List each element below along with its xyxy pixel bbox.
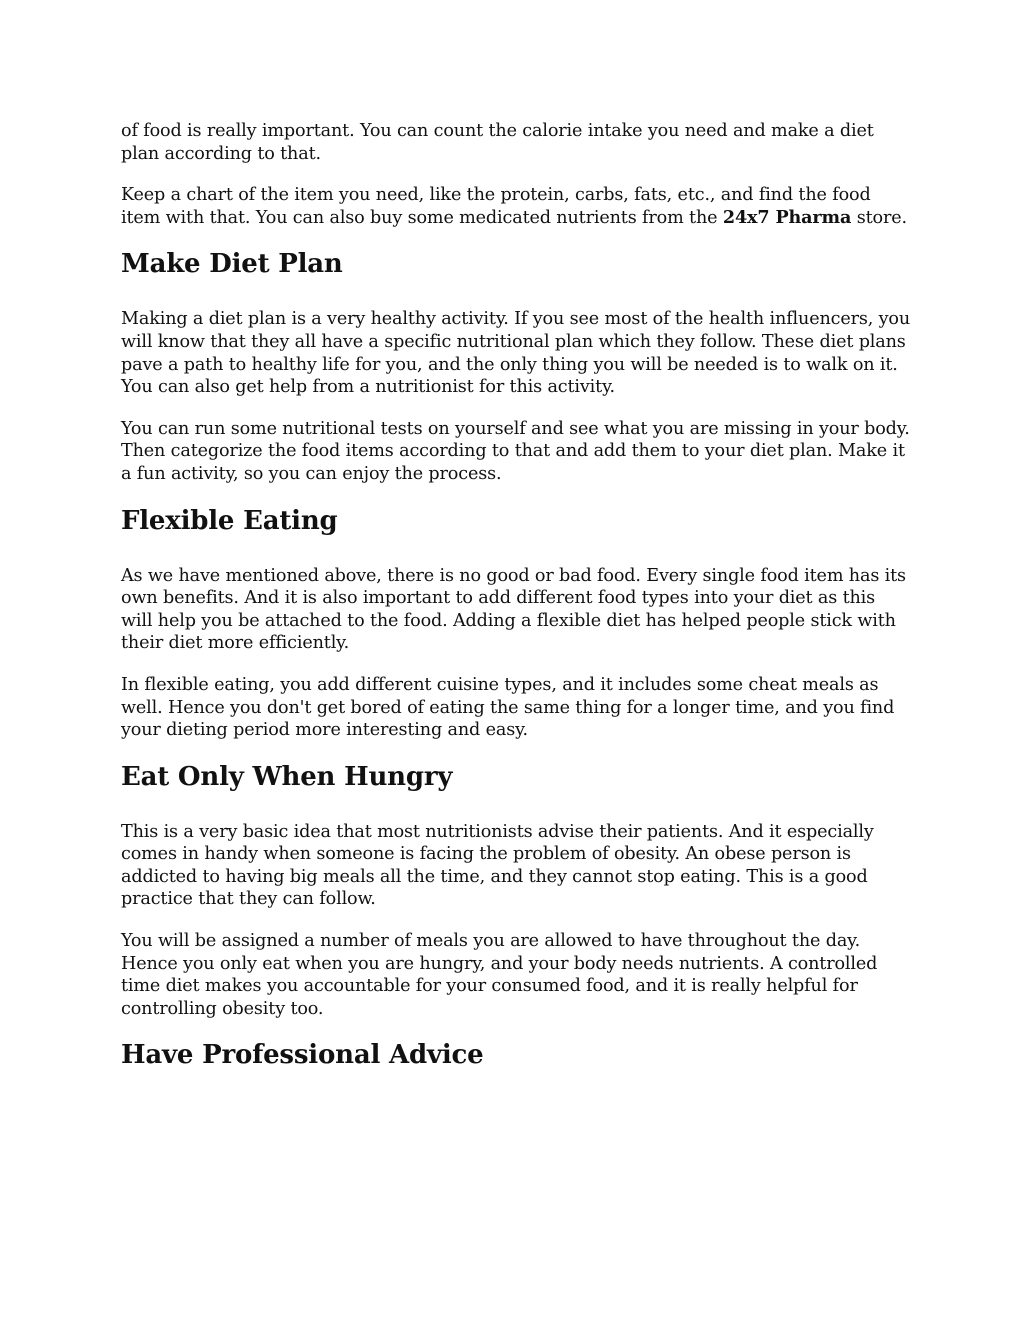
paragraph: You will be assigned a number of meals you are allowed to have throughout the day. Hence you only eat when you are hungry, and your body needs nutrients. A controlled time diet makes you accountable for your consumed food, and it is really helpful for controlling obesity too. [121,931,878,1019]
pharma-text-after: store. [851,207,907,228]
paragraph: As we have mentioned above, there is no good or bad food. Every single food item has its own benefits. And it is also important to add different food types into your diet as this will help you be attached to the food. Adding a flexible diet has helped people stick with their diet more efficiently. [121,565,906,654]
paragraph: You can run some nutritional tests on yourself and see what you are missing in your body. Then categorize the food items according to that and add them to your diet plan. Make it a fun activity, so you can enjoy the process. [121,418,910,484]
heading-eat-only-when-hungry: Eat Only When Hungry [121,761,453,792]
brand-name: 24x7 Pharma [722,206,852,228]
heading-have-professional-advice: Have Professional Advice [121,1040,484,1071]
pharma-paragraph [121,184,911,229]
article-body [121,120,911,1099]
paragraph: Making a diet plan is a very healthy activity. If you see most of the health influencers, you will know that they all have a specific nutritional plan which they follow. These diet plans pave a path to healthy life for you, and the only thing you will be needed is to walk on it. You can also get help from a nutritionist for this activity. [121,309,911,398]
heading-make-diet-plan: Make Diet Plan [121,249,343,280]
pharma-text-before: Keep a chart of the item you need, like the protein, carbs, fats, etc., and find the food item with that. You can also buy some medicated nutrients from the [121,185,871,228]
heading-flexible-eating: Flexible Eating [121,505,338,536]
paragraph: In flexible eating, you add different cuisine types, and it includes some cheat meals as well. Hence you don't get bored of eating the same thing for a longer time, and you find your dieting period more interesting and easy. [121,674,895,741]
intro-paragraph: of food is really important. You can count the calorie intake you need and make a diet plan according to that. [121,121,874,164]
paragraph: This is a very basic idea that most nutritionists advise their patients. And it especially comes in handy when someone is facing the problem of obesity. An obese person is addicted to having big meals all the time, and they cannot stop eating. This is a good practice that they can follow. [121,821,874,910]
